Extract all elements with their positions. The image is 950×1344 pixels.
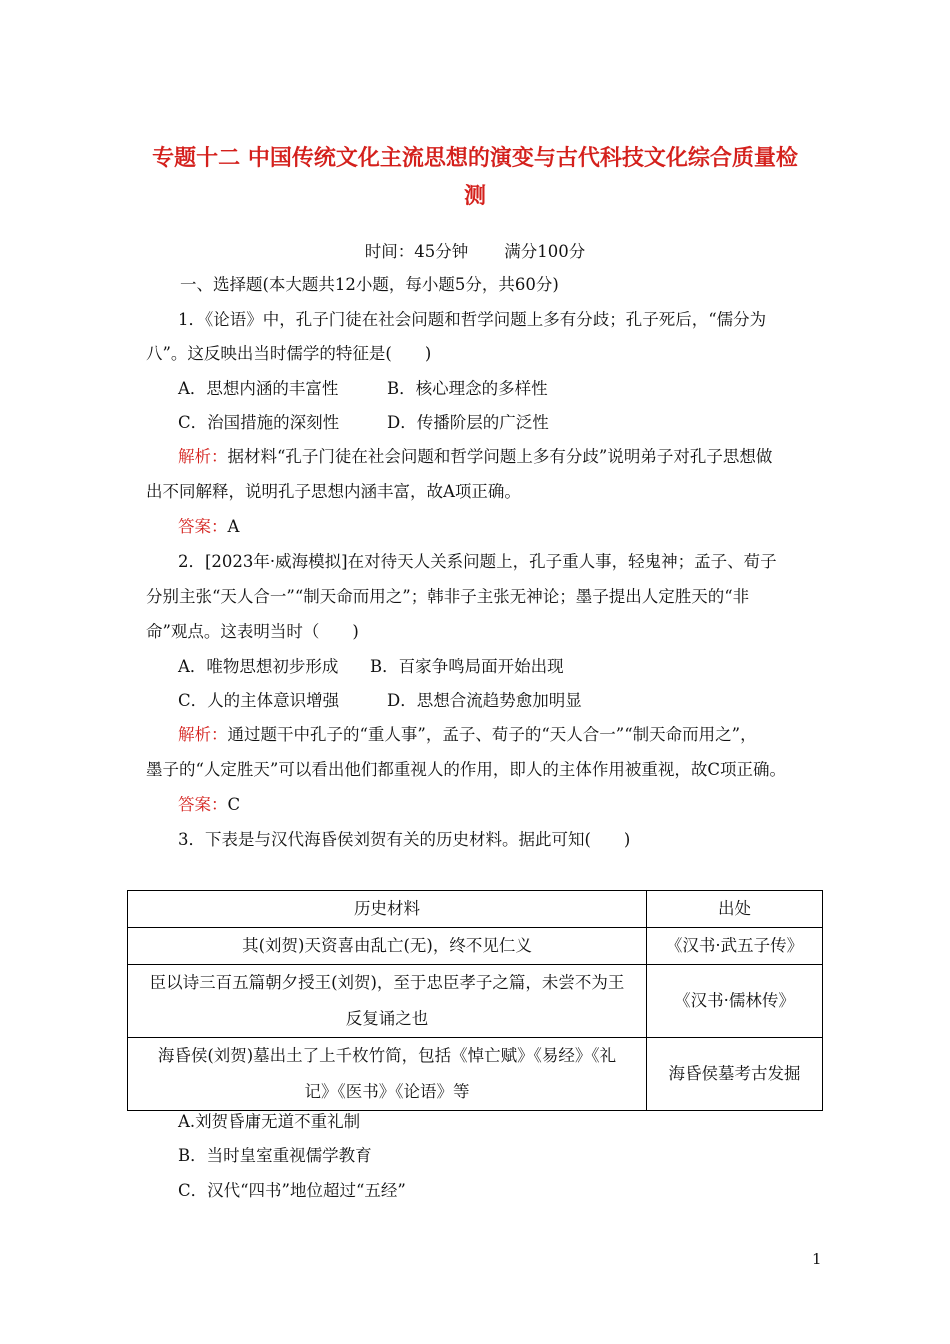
time-limit: 时间：45分钟 bbox=[364, 242, 469, 261]
q2-option-c: C．人的主体意识增强 bbox=[178, 691, 340, 710]
q3-option-a: A.刘贺昏庸无道不重礼制 bbox=[178, 1112, 361, 1131]
q1-stem-line1: 1．《论语》中，孔子门徒在社会问题和哲学问题上多有分歧；孔子死后，“儒分为 bbox=[178, 310, 767, 329]
table-header-row bbox=[128, 891, 823, 928]
material-text: 反复诵之也 bbox=[345, 1009, 429, 1028]
q2-answer bbox=[178, 793, 240, 817]
table-cell-material bbox=[128, 928, 647, 965]
q3-option-b: B．当时皇室重视儒学教育 bbox=[178, 1146, 372, 1165]
table-cell-material bbox=[128, 965, 647, 1038]
table-row bbox=[128, 1038, 823, 1111]
q2-option-b: B．百家争鸣局面开始出现 bbox=[370, 657, 564, 676]
q2-answer-label: 答案： bbox=[178, 795, 228, 814]
doc-title-line1: 专题十二 中国传统文化主流思想的演变与古代科技文化综合质量检 bbox=[152, 146, 798, 171]
q2-analysis-label: 解析： bbox=[178, 725, 228, 744]
q1-option-a: A．思想内涵的丰富性 bbox=[178, 379, 339, 398]
section-heading: 一、选择题(本大题共12小题，每小题5分，共60分) bbox=[180, 275, 559, 294]
q2-stem-line1: 2．[2023年·威海模拟]在对待天人关系问题上，孔子重人事，轻鬼神；孟子、荀子 bbox=[178, 552, 777, 571]
q2-option-a: A．唯物思想初步形成 bbox=[178, 657, 339, 676]
q2-analysis-line1 bbox=[178, 723, 757, 747]
full-score: 满分100分 bbox=[504, 242, 586, 261]
material-text: 记》《医书》《论语》等 bbox=[304, 1082, 470, 1101]
q1-answer-label: 答案： bbox=[178, 517, 228, 536]
q2-stem-line3: 命”观点。这表明当时（ ) bbox=[146, 622, 359, 641]
q2-analysis-line2: 墨子的“人定胜天”可以看出他们都重视人的作用，即人的主体作用被重视，故C项正确。 bbox=[146, 760, 786, 779]
q1-answer bbox=[178, 515, 239, 539]
q1-option-d: D．传播阶层的广泛性 bbox=[387, 413, 549, 432]
doc-title-line2: 测 bbox=[463, 184, 486, 209]
table-header-material: 历史材料 bbox=[128, 891, 647, 928]
table-cell-material bbox=[128, 1038, 647, 1111]
material-text: 海昏侯(刘贺)墓出土了上千枚竹简，包括《悼亡赋》《易经》《礼 bbox=[157, 1046, 617, 1065]
table-cell-source: 《汉书·儒林传》 bbox=[647, 965, 823, 1038]
q1-analysis-line2: 出不同解释，说明孔子思想内涵丰富，故A项正确。 bbox=[146, 482, 521, 501]
q2-stem-line2: 分别主张“天人合一”“制天命而用之”；韩非子主张无神论；墨子提出人定胜天的“非 bbox=[146, 587, 750, 606]
q1-stem-line2: 八”。这反映出当时儒学的特征是( ) bbox=[146, 344, 432, 363]
page-number: 1 bbox=[812, 1250, 822, 1268]
q1-analysis-label: 解析： bbox=[178, 447, 228, 466]
q2-analysis-text: 通过题干中孔子的“重人事”，孟子、荀子的“天人合一”“制天命而用之”， bbox=[227, 725, 757, 744]
table-row bbox=[128, 928, 823, 965]
table-row bbox=[128, 965, 823, 1038]
q1-analysis-line1 bbox=[178, 445, 772, 469]
table-header-source: 出处 bbox=[647, 891, 823, 928]
exam-meta bbox=[120, 240, 830, 264]
q1-analysis-text: 据材料“孔子门徒在社会问题和哲学问题上多有分歧”说明弟子对孔子思想做 bbox=[227, 447, 773, 466]
table-cell-source: 海昏侯墓考古发掘 bbox=[647, 1038, 823, 1111]
q1-option-b: B．核心理念的多样性 bbox=[387, 379, 548, 398]
material-text: 臣以诗三百五篇朝夕授王(刘贺)，至于忠臣孝子之篇，未尝不为王 bbox=[149, 973, 625, 992]
table-cell-source: 《汉书·武五子传》 bbox=[647, 928, 823, 965]
history-material-table bbox=[127, 890, 823, 1111]
material-text: 其(刘贺)天资喜由乱亡(无)，终不见仁义 bbox=[242, 936, 532, 955]
q3-option-c: C．汉代“四书”地位超过“五经” bbox=[178, 1181, 406, 1200]
q3-stem: 3．下表是与汉代海昏侯刘贺有关的历史材料。据此可知( ) bbox=[178, 830, 631, 849]
q2-option-d: D．思想合流趋势愈加明显 bbox=[387, 691, 582, 710]
q1-answer-value: A bbox=[227, 517, 240, 536]
q1-option-c: C．治国措施的深刻性 bbox=[178, 413, 340, 432]
q2-answer-value: C bbox=[227, 795, 241, 814]
